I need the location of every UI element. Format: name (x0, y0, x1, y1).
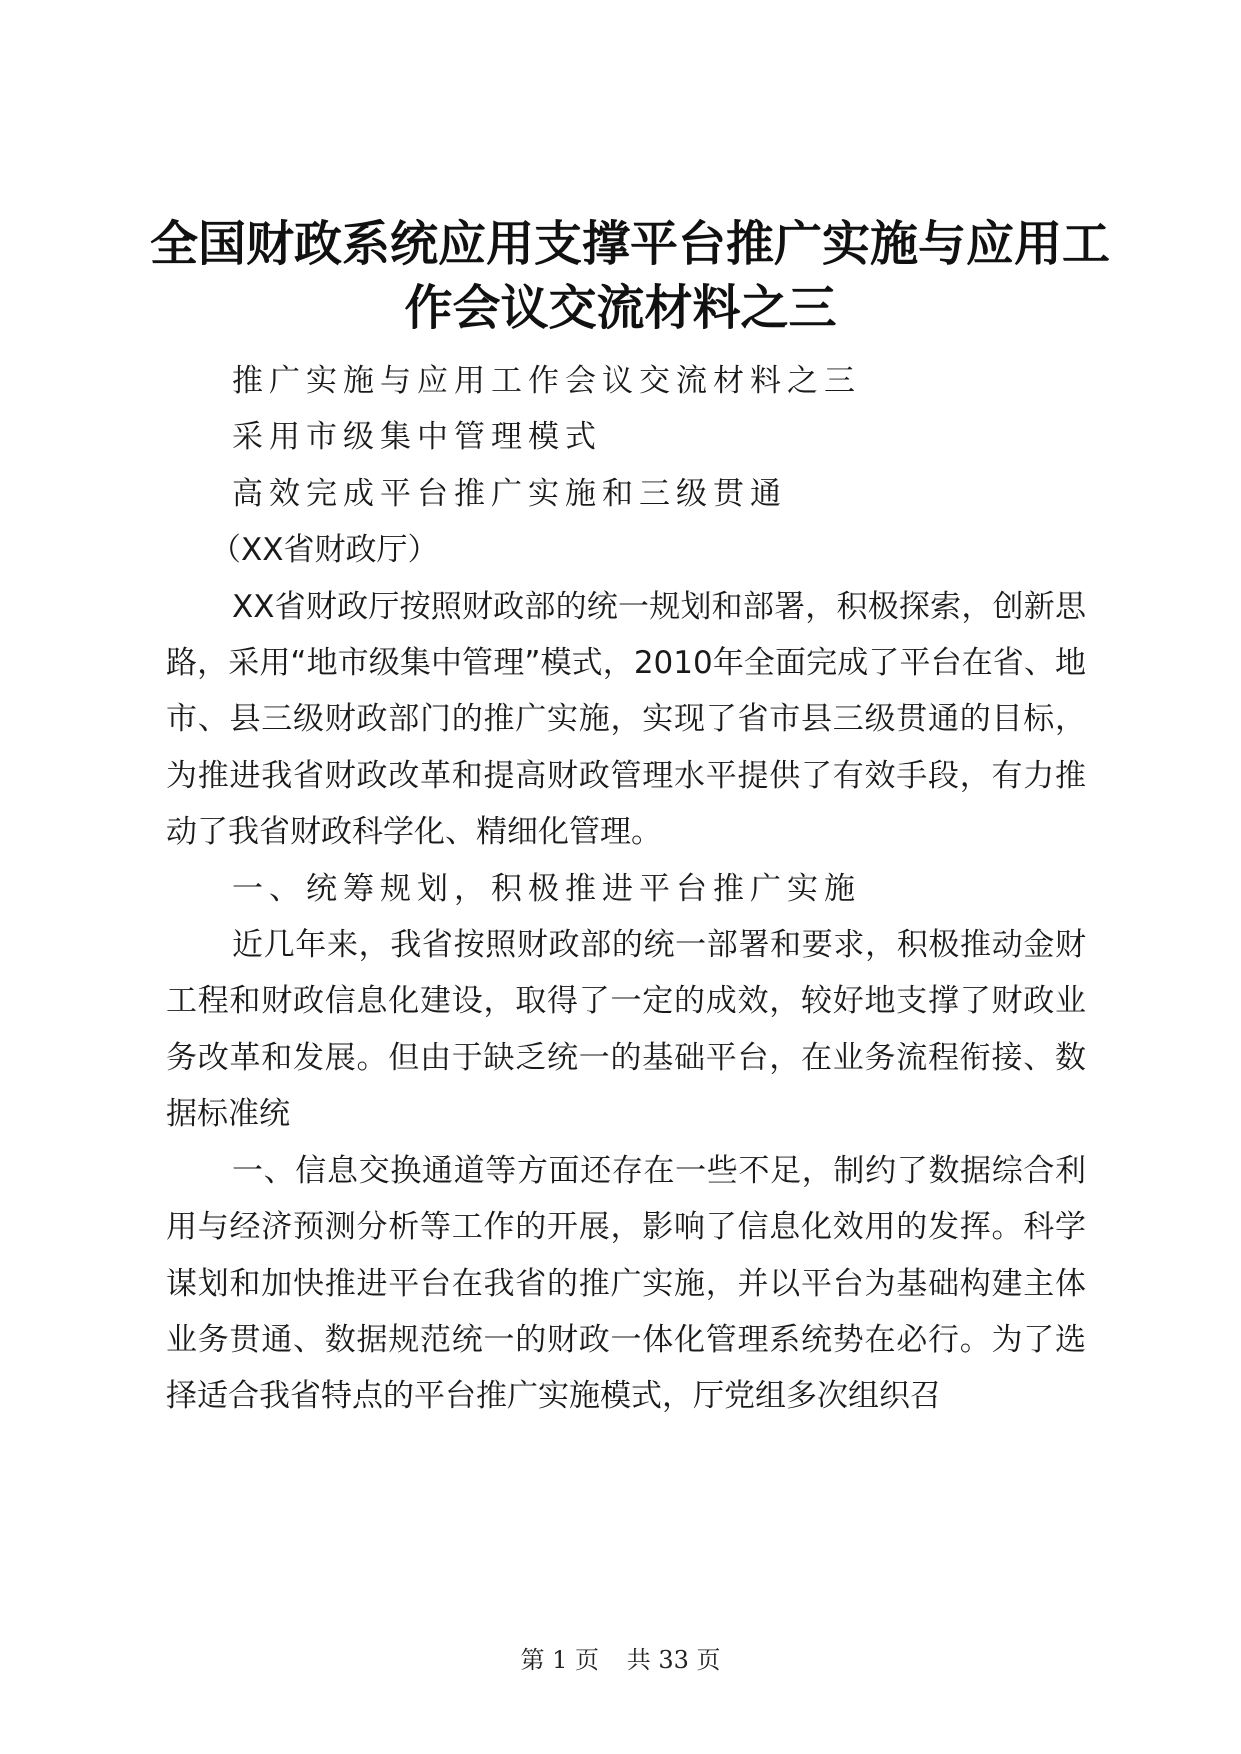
title-line-2: 作会议交流材料之三 (404, 280, 837, 336)
title-line-1: 全国财政系统应用支撑平台推广实施与应用工 (150, 216, 1111, 272)
intro-paragraph: XX省财政厅按照财政部的统一规划和部署，积极探索，创新思路，采用“地市级集中管理”模式，2010年全面完成了平台在省、地市、县三级财政部门的推广实施，实现了省市县三级贯通的目标，为推进我省财政改革和提高财政管理水平提供了有效手段，有力推动了我省财政科学化、精细化管理。 (166, 588, 1086, 851)
subtitle-heading: 推广实施与应用工作会议交流材料之三 (232, 363, 861, 399)
mode-heading: 采用市级集中管理模式 (232, 419, 602, 456)
section-heading-1: 一、统筹规划，积极推进平台推广实施 (232, 870, 861, 907)
section-1-continuation: 一、信息交换通道等方面还存在一些不足，制约了数据综合利用与经济预测分析等工作的开展，影响了信息化效用的发挥。科学谋划和加快推进平台在我省的推广实施，并以平台为基础构建主体业务贯通、数据规范统一的财政一体化管理系统势在必行。为了选择适合我省特点的平台推广实施模式，厅党组多次组织召 (166, 1152, 1086, 1415)
page-number: 第 1 页 (520, 1646, 600, 1674)
page-total: 共 33 页 (626, 1646, 721, 1674)
document-body (166, 353, 1086, 1425)
goal-heading: 高效完成平台推广实施和三级贯通 (232, 475, 787, 512)
section-1-paragraph: 近几年来，我省按照财政部的统一部署和要求，积极推动金财工程和财政信息化建设，取得了一定的成效，较好地支撑了财政业务改革和发展。但由于缺乏统一的基础平台，在业务流程衔接、数据标准统 (166, 927, 1086, 1133)
author-organization: （XX省财政厅） (210, 532, 439, 569)
document-title (150, 212, 1111, 340)
page-footer (0, 1640, 1241, 1675)
